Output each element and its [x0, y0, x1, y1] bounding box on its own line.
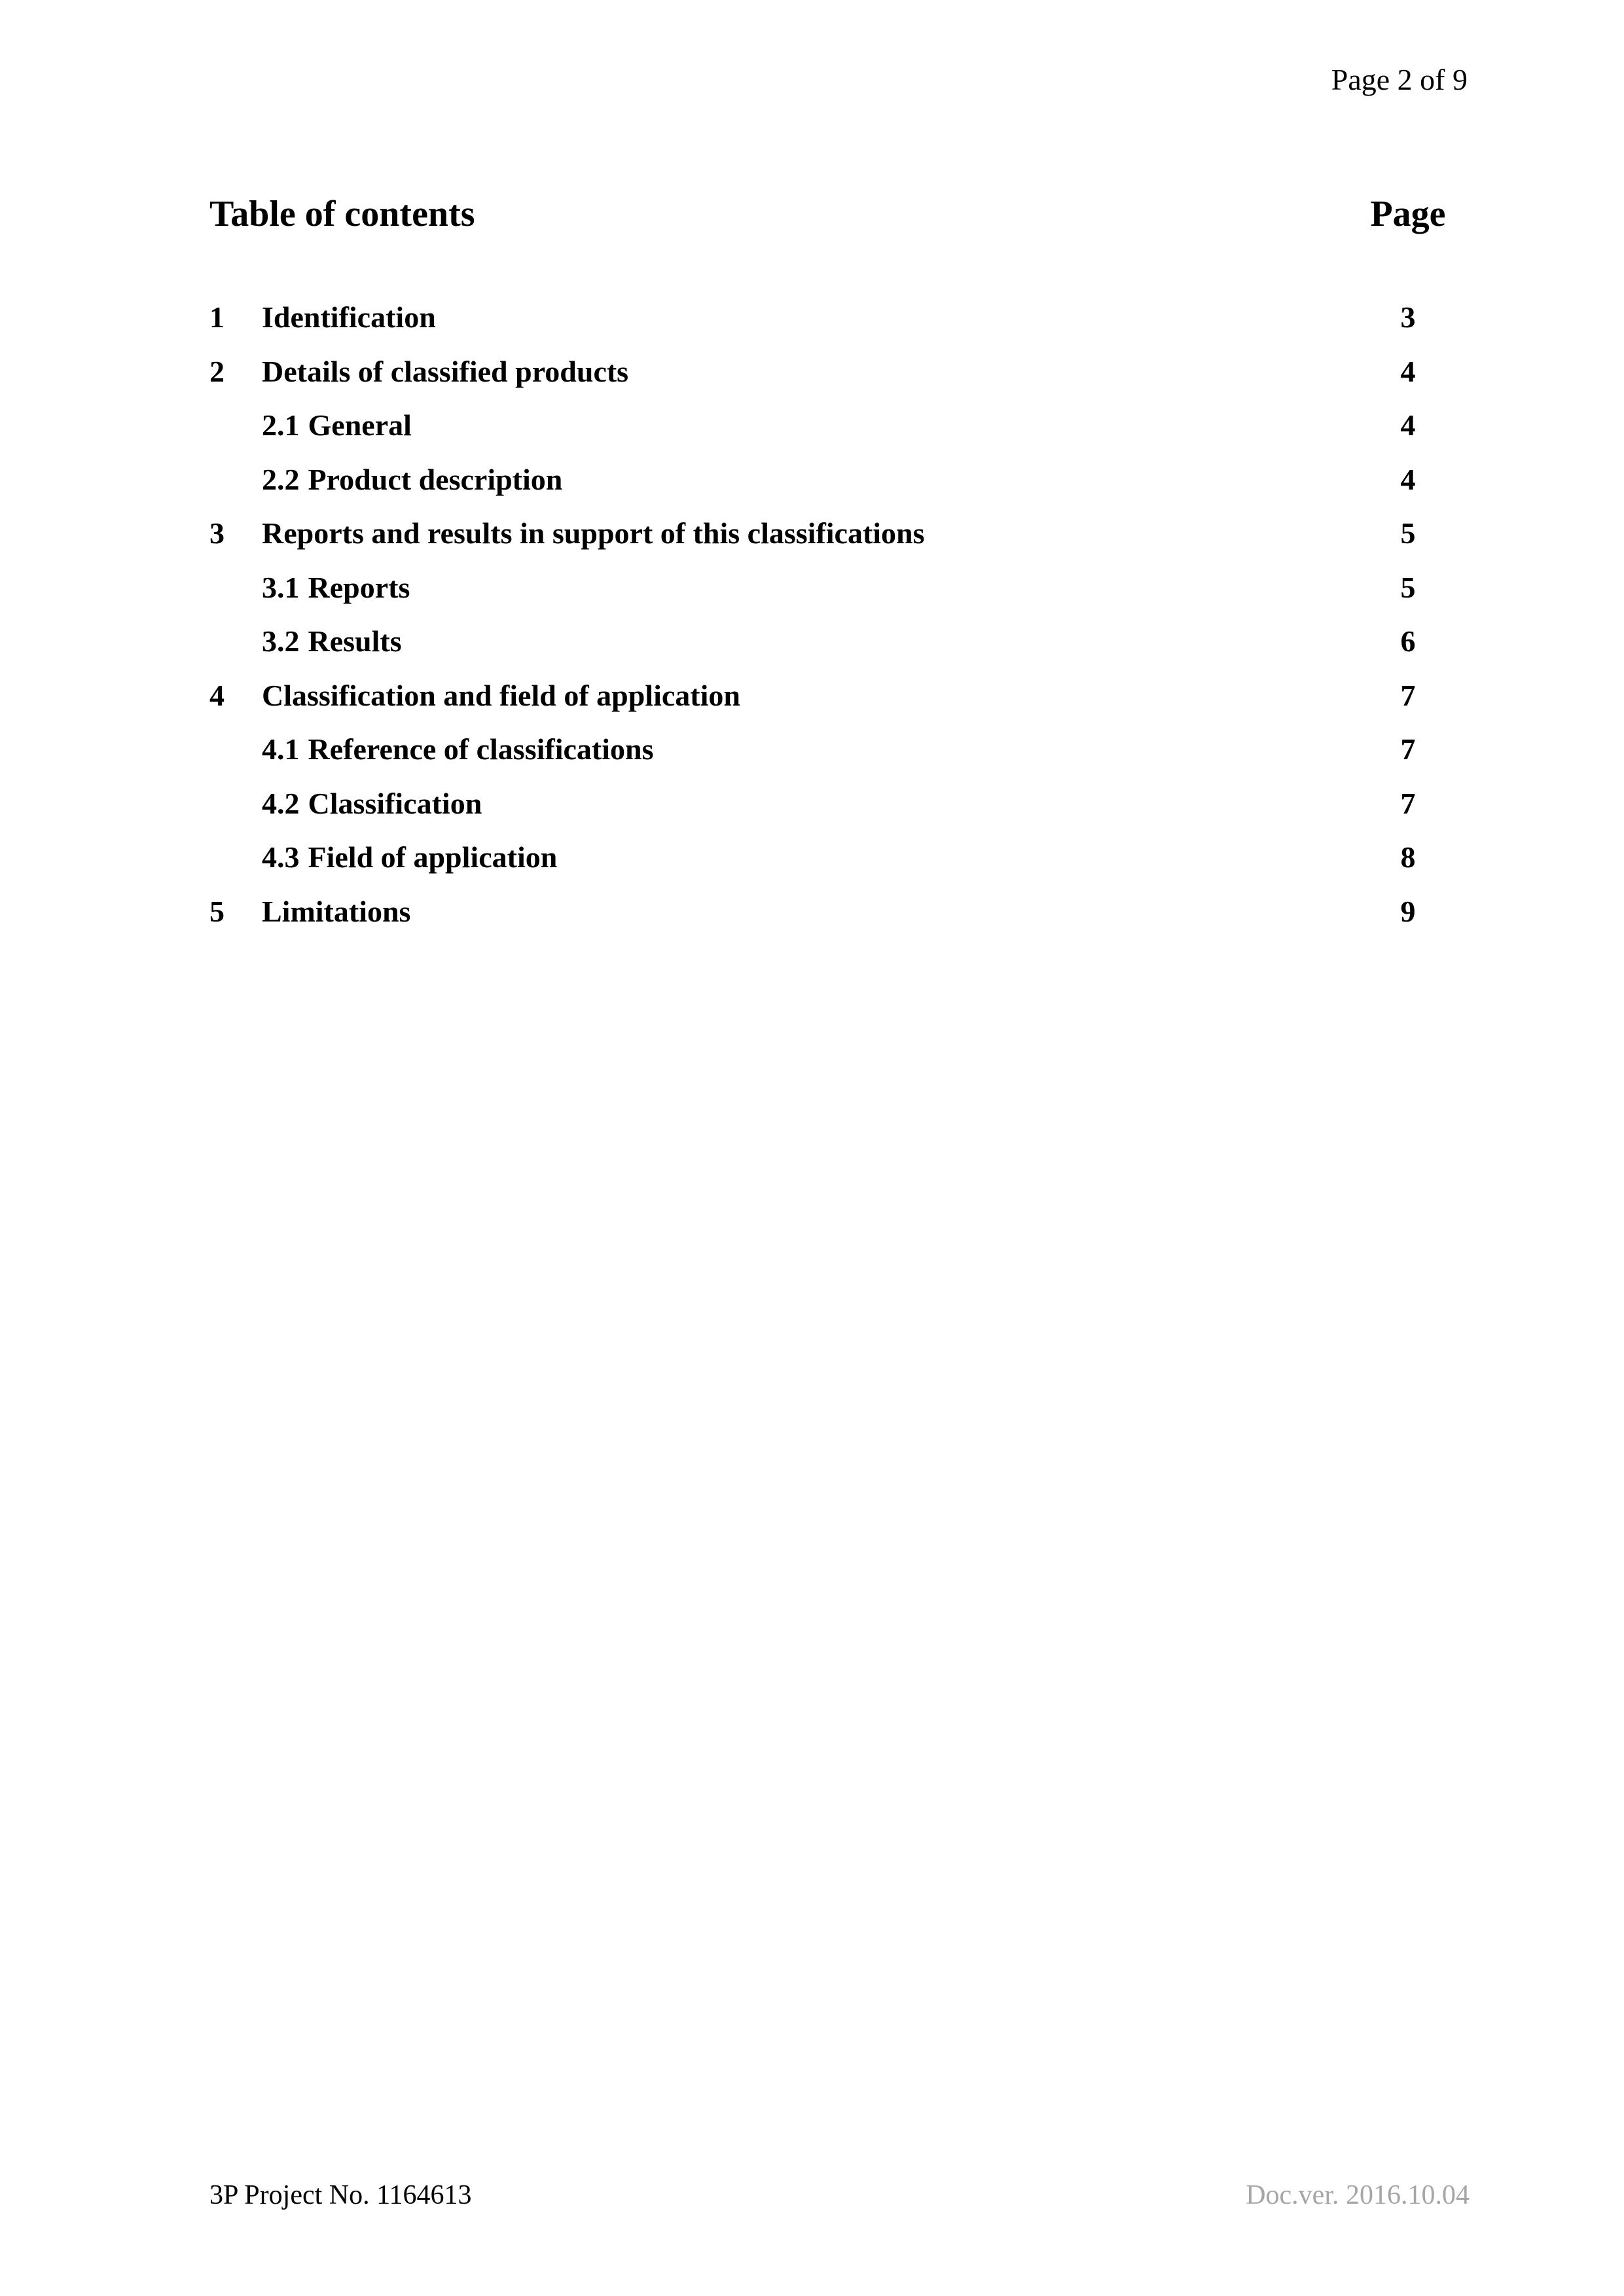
toc-entry-label — [262, 723, 1356, 777]
toc-entry — [209, 777, 1460, 831]
toc-entry-label-text: Field of application — [308, 840, 558, 874]
toc-entry-number: 5 — [209, 894, 225, 928]
toc-entry-number: 2 — [209, 354, 225, 388]
toc-entry-label-text: Classification and field of application — [262, 678, 740, 712]
toc-entry-page: 3 — [1400, 300, 1416, 334]
toc-entry-label-text: Reports — [308, 570, 410, 604]
toc-entry-label-text: Classification — [308, 786, 482, 820]
toc-entry-number: 3 — [209, 516, 225, 550]
toc-entry-label-text: General — [308, 408, 412, 442]
toc-entry-label — [262, 291, 1356, 345]
toc-entry-page: 4 — [1400, 408, 1416, 442]
toc-title: Table of contents — [209, 194, 475, 234]
toc-entry — [209, 399, 1460, 453]
toc-entry-label — [262, 345, 1356, 399]
toc-subentry-number: 3.2 — [262, 624, 300, 658]
toc-entry-page: 4 — [1400, 354, 1416, 388]
toc-entry — [209, 885, 1460, 939]
toc-entry-page: 7 — [1400, 786, 1416, 820]
toc-page-column-header: Page — [1370, 194, 1446, 234]
toc-entry-page: 9 — [1400, 894, 1416, 928]
toc-entry-label — [262, 453, 1356, 507]
toc-entry — [209, 615, 1460, 669]
toc-entry-label — [262, 615, 1356, 669]
toc-entry-list — [209, 291, 1460, 939]
toc-subentry-number: 2.2 — [262, 462, 300, 496]
toc-entry-page: 6 — [1400, 624, 1416, 658]
toc-entry — [209, 831, 1460, 885]
toc-entry-label-text: Limitations — [262, 894, 411, 928]
toc-entry — [209, 453, 1460, 507]
toc-entry — [209, 561, 1460, 615]
toc-entry-page: 5 — [1400, 516, 1416, 550]
footer-doc-version: Doc.ver. 2016.10.04 — [1246, 2179, 1470, 2210]
toc-entry-label-text: Reference of classifications — [308, 732, 654, 766]
toc-entry-label — [262, 507, 1356, 561]
toc-entry-page: 4 — [1400, 462, 1416, 496]
toc-entry-label-text: Details of classified products — [262, 354, 629, 388]
toc-entry-number: 4 — [209, 678, 225, 712]
page-number-header: Page 2 of 9 — [1331, 63, 1468, 96]
toc-entry — [209, 507, 1460, 561]
toc-subentry-number: 4.2 — [262, 786, 300, 820]
toc-entry-page: 7 — [1400, 732, 1416, 766]
toc-subentry-number: 4.1 — [262, 732, 300, 766]
toc-entry-label-text: Reports and results in support of this classifications — [262, 516, 925, 550]
toc-entry-label — [262, 561, 1356, 615]
footer-project-number: 3P Project No. 1164613 — [209, 2179, 472, 2210]
toc-entry-label — [262, 399, 1356, 453]
toc-subentry-number: 3.1 — [262, 570, 300, 604]
toc-subentry-number: 4.3 — [262, 840, 300, 874]
toc-header-row — [209, 193, 1460, 235]
toc-entry-label — [262, 885, 1356, 939]
toc-entry — [209, 345, 1460, 399]
toc-entry-number: 1 — [209, 300, 225, 334]
toc-entry-label — [262, 831, 1356, 885]
toc-entry — [209, 669, 1460, 723]
page-footer — [209, 2179, 1470, 2211]
toc-entry-label — [262, 777, 1356, 831]
toc-entry-label-text: Identification — [262, 300, 436, 334]
toc-entry-label-text: Product description — [308, 462, 563, 496]
toc-entry-page: 5 — [1400, 570, 1416, 604]
toc-entry-label-text: Results — [308, 624, 402, 658]
toc-entry-page: 7 — [1400, 678, 1416, 712]
toc-entry — [209, 723, 1460, 777]
toc-entry — [209, 291, 1460, 345]
toc-entry-label — [262, 669, 1356, 723]
table-of-contents — [209, 193, 1460, 939]
toc-entry-page: 8 — [1400, 840, 1416, 874]
toc-subentry-number: 2.1 — [262, 408, 300, 442]
